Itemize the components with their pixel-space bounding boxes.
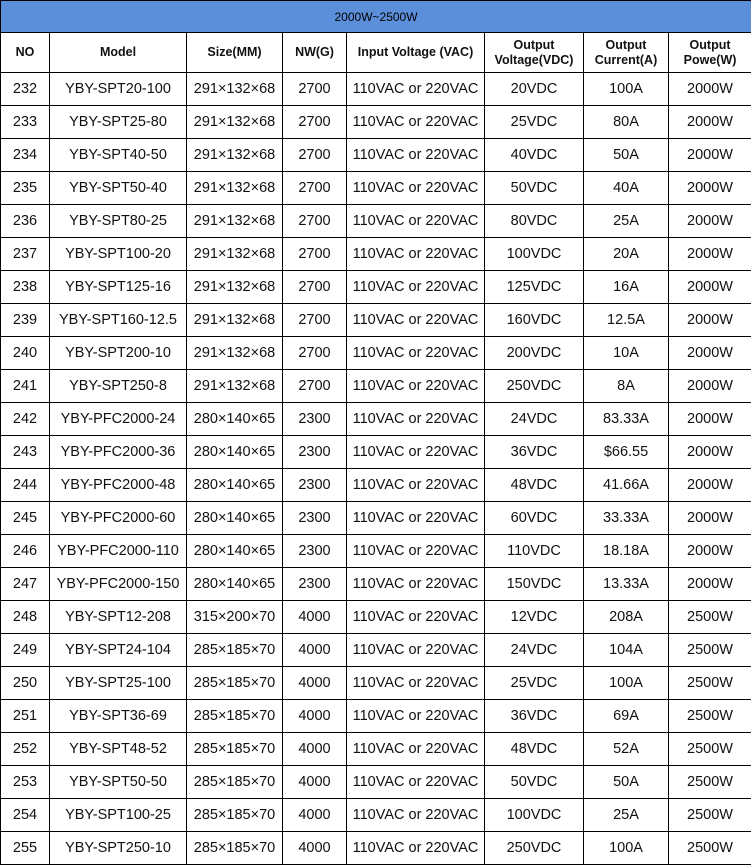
- cell-output-power: 2000W: [669, 106, 751, 139]
- cell-no: 234: [1, 139, 50, 172]
- cell-model: YBY-SPT160-12.5: [50, 304, 187, 337]
- cell-output-power: 2000W: [669, 535, 751, 568]
- cell-output-voltage: 48VDC: [485, 733, 584, 766]
- table-row: [1, 766, 751, 799]
- cell-output-current: 80A: [584, 106, 669, 139]
- cell-output-current: 18.18A: [584, 535, 669, 568]
- cell-no: 246: [1, 535, 50, 568]
- cell-weight: 2300: [283, 535, 347, 568]
- cell-output-power: 2000W: [669, 205, 751, 238]
- cell-no: 248: [1, 601, 50, 634]
- cell-size: 291×132×68: [187, 172, 283, 205]
- table-row: [1, 238, 751, 271]
- cell-output-voltage: 150VDC: [485, 568, 584, 601]
- cell-output-power: 2000W: [669, 502, 751, 535]
- cell-output-current: 50A: [584, 766, 669, 799]
- cell-input-voltage: 110VAC or 220VAC: [347, 601, 485, 634]
- cell-output-power: 2000W: [669, 304, 751, 337]
- table-row: [1, 502, 751, 535]
- cell-no: 247: [1, 568, 50, 601]
- cell-output-voltage: 20VDC: [485, 73, 584, 106]
- cell-model: YBY-SPT36-69: [50, 700, 187, 733]
- cell-size: 285×185×70: [187, 733, 283, 766]
- cell-no: 250: [1, 667, 50, 700]
- cell-size: 291×132×68: [187, 139, 283, 172]
- cell-model: YBY-SPT25-80: [50, 106, 187, 139]
- cell-output-voltage: 25VDC: [485, 667, 584, 700]
- column-header-no: NO: [1, 33, 50, 73]
- cell-output-current: 104A: [584, 634, 669, 667]
- cell-model: YBY-PFC2000-48: [50, 469, 187, 502]
- cell-no: 251: [1, 700, 50, 733]
- cell-output-power: 2000W: [669, 403, 751, 436]
- cell-no: 235: [1, 172, 50, 205]
- cell-input-voltage: 110VAC or 220VAC: [347, 667, 485, 700]
- cell-output-current: 25A: [584, 799, 669, 832]
- cell-model: YBY-PFC2000-36: [50, 436, 187, 469]
- column-header-output-power: Output Powe(W): [669, 33, 751, 73]
- cell-output-voltage: 160VDC: [485, 304, 584, 337]
- cell-size: 291×132×68: [187, 238, 283, 271]
- cell-output-voltage: 250VDC: [485, 370, 584, 403]
- cell-output-current: $66.55: [584, 436, 669, 469]
- table-row: [1, 271, 751, 304]
- table-row: [1, 106, 751, 139]
- cell-output-current: 41.66A: [584, 469, 669, 502]
- cell-size: 291×132×68: [187, 73, 283, 106]
- cell-size: 315×200×70: [187, 601, 283, 634]
- cell-input-voltage: 110VAC or 220VAC: [347, 535, 485, 568]
- cell-model: YBY-SPT100-20: [50, 238, 187, 271]
- cell-output-current: 208A: [584, 601, 669, 634]
- cell-input-voltage: 110VAC or 220VAC: [347, 700, 485, 733]
- cell-weight: 4000: [283, 799, 347, 832]
- cell-size: 285×185×70: [187, 700, 283, 733]
- cell-model: YBY-SPT50-50: [50, 766, 187, 799]
- cell-input-voltage: 110VAC or 220VAC: [347, 568, 485, 601]
- table-row: [1, 403, 751, 436]
- cell-output-voltage: 100VDC: [485, 238, 584, 271]
- table-body: [1, 73, 751, 865]
- cell-input-voltage: 110VAC or 220VAC: [347, 370, 485, 403]
- cell-input-voltage: 110VAC or 220VAC: [347, 271, 485, 304]
- cell-model: YBY-SPT12-208: [50, 601, 187, 634]
- cell-output-power: 2000W: [669, 436, 751, 469]
- cell-no: 242: [1, 403, 50, 436]
- cell-model: YBY-SPT100-25: [50, 799, 187, 832]
- cell-output-power: 2500W: [669, 667, 751, 700]
- cell-output-power: 2000W: [669, 238, 751, 271]
- cell-no: 243: [1, 436, 50, 469]
- table-row: [1, 634, 751, 667]
- cell-weight: 2700: [283, 172, 347, 205]
- cell-size: 291×132×68: [187, 271, 283, 304]
- table-row: [1, 535, 751, 568]
- cell-input-voltage: 110VAC or 220VAC: [347, 337, 485, 370]
- cell-output-current: 100A: [584, 73, 669, 106]
- cell-output-voltage: 48VDC: [485, 469, 584, 502]
- cell-no: 255: [1, 832, 50, 865]
- cell-output-current: 13.33A: [584, 568, 669, 601]
- column-header-model: Model: [50, 33, 187, 73]
- cell-output-power: 2500W: [669, 832, 751, 865]
- cell-no: 233: [1, 106, 50, 139]
- cell-no: 241: [1, 370, 50, 403]
- cell-model: YBY-SPT250-8: [50, 370, 187, 403]
- cell-no: 236: [1, 205, 50, 238]
- column-header-output-voltage: Output Voltage(VDC): [485, 33, 584, 73]
- table-row: [1, 139, 751, 172]
- cell-model: YBY-PFC2000-24: [50, 403, 187, 436]
- cell-input-voltage: 110VAC or 220VAC: [347, 172, 485, 205]
- column-header-weight: NW(G): [283, 33, 347, 73]
- cell-output-power: 2500W: [669, 634, 751, 667]
- table-row: [1, 799, 751, 832]
- cell-weight: 4000: [283, 766, 347, 799]
- cell-weight: 4000: [283, 634, 347, 667]
- cell-size: 291×132×68: [187, 370, 283, 403]
- cell-weight: 4000: [283, 601, 347, 634]
- cell-output-voltage: 40VDC: [485, 139, 584, 172]
- cell-model: YBY-SPT80-25: [50, 205, 187, 238]
- cell-input-voltage: 110VAC or 220VAC: [347, 469, 485, 502]
- cell-input-voltage: 110VAC or 220VAC: [347, 733, 485, 766]
- header-row: [1, 33, 751, 73]
- cell-size: 285×185×70: [187, 799, 283, 832]
- cell-output-current: 16A: [584, 271, 669, 304]
- cell-output-voltage: 125VDC: [485, 271, 584, 304]
- cell-no: 245: [1, 502, 50, 535]
- cell-weight: 4000: [283, 832, 347, 865]
- cell-weight: 2700: [283, 73, 347, 106]
- cell-weight: 4000: [283, 667, 347, 700]
- cell-output-power: 2000W: [669, 568, 751, 601]
- cell-weight: 2700: [283, 271, 347, 304]
- cell-output-power: 2500W: [669, 799, 751, 832]
- cell-weight: 2700: [283, 106, 347, 139]
- table-row: [1, 73, 751, 106]
- table-row: [1, 172, 751, 205]
- cell-input-voltage: 110VAC or 220VAC: [347, 634, 485, 667]
- cell-output-voltage: 250VDC: [485, 832, 584, 865]
- cell-size: 280×140×65: [187, 403, 283, 436]
- cell-input-voltage: 110VAC or 220VAC: [347, 73, 485, 106]
- cell-input-voltage: 110VAC or 220VAC: [347, 403, 485, 436]
- cell-model: YBY-SPT25-100: [50, 667, 187, 700]
- cell-output-current: 69A: [584, 700, 669, 733]
- cell-weight: 2300: [283, 403, 347, 436]
- cell-output-voltage: 200VDC: [485, 337, 584, 370]
- cell-input-voltage: 110VAC or 220VAC: [347, 304, 485, 337]
- column-header-output-current: Output Current(A): [584, 33, 669, 73]
- cell-model: YBY-PFC2000-150: [50, 568, 187, 601]
- cell-output-current: 52A: [584, 733, 669, 766]
- cell-input-voltage: 110VAC or 220VAC: [347, 139, 485, 172]
- cell-size: 291×132×68: [187, 106, 283, 139]
- cell-model: YBY-SPT250-10: [50, 832, 187, 865]
- cell-output-current: 8A: [584, 370, 669, 403]
- cell-input-voltage: 110VAC or 220VAC: [347, 799, 485, 832]
- cell-no: 237: [1, 238, 50, 271]
- table-row: [1, 601, 751, 634]
- cell-size: 285×185×70: [187, 766, 283, 799]
- cell-no: 238: [1, 271, 50, 304]
- cell-output-voltage: 100VDC: [485, 799, 584, 832]
- cell-output-power: 2000W: [669, 172, 751, 205]
- table-row: [1, 700, 751, 733]
- cell-output-voltage: 24VDC: [485, 403, 584, 436]
- cell-model: YBY-SPT200-10: [50, 337, 187, 370]
- cell-weight: 2700: [283, 370, 347, 403]
- cell-output-voltage: 12VDC: [485, 601, 584, 634]
- cell-model: YBY-SPT125-16: [50, 271, 187, 304]
- table-row: [1, 733, 751, 766]
- table-row: [1, 304, 751, 337]
- cell-no: 232: [1, 73, 50, 106]
- cell-weight: 2300: [283, 436, 347, 469]
- cell-weight: 4000: [283, 733, 347, 766]
- cell-size: 280×140×65: [187, 568, 283, 601]
- table-row: [1, 832, 751, 865]
- cell-model: YBY-PFC2000-60: [50, 502, 187, 535]
- cell-no: 252: [1, 733, 50, 766]
- cell-output-power: 2000W: [669, 73, 751, 106]
- cell-size: 291×132×68: [187, 205, 283, 238]
- cell-model: YBY-SPT50-40: [50, 172, 187, 205]
- cell-no: 240: [1, 337, 50, 370]
- cell-model: YBY-SPT40-50: [50, 139, 187, 172]
- cell-output-current: 25A: [584, 205, 669, 238]
- cell-output-voltage: 50VDC: [485, 766, 584, 799]
- cell-input-voltage: 110VAC or 220VAC: [347, 106, 485, 139]
- cell-weight: 2300: [283, 568, 347, 601]
- cell-input-voltage: 110VAC or 220VAC: [347, 502, 485, 535]
- cell-output-voltage: 110VDC: [485, 535, 584, 568]
- cell-output-current: 100A: [584, 832, 669, 865]
- cell-weight: 2700: [283, 205, 347, 238]
- column-header-input-voltage: Input Voltage (VAC): [347, 33, 485, 73]
- cell-output-voltage: 36VDC: [485, 436, 584, 469]
- cell-output-power: 2000W: [669, 469, 751, 502]
- cell-model: YBY-SPT20-100: [50, 73, 187, 106]
- cell-output-power: 2000W: [669, 139, 751, 172]
- cell-output-current: 83.33A: [584, 403, 669, 436]
- cell-output-current: 20A: [584, 238, 669, 271]
- table-row: [1, 568, 751, 601]
- cell-no: 244: [1, 469, 50, 502]
- cell-output-voltage: 50VDC: [485, 172, 584, 205]
- cell-size: 291×132×68: [187, 337, 283, 370]
- cell-size: 280×140×65: [187, 535, 283, 568]
- cell-input-voltage: 110VAC or 220VAC: [347, 766, 485, 799]
- cell-output-current: 33.33A: [584, 502, 669, 535]
- cell-output-voltage: 60VDC: [485, 502, 584, 535]
- table-row: [1, 436, 751, 469]
- cell-output-power: 2500W: [669, 700, 751, 733]
- cell-input-voltage: 110VAC or 220VAC: [347, 205, 485, 238]
- cell-output-current: 100A: [584, 667, 669, 700]
- table-row: [1, 370, 751, 403]
- title-row: [1, 1, 751, 33]
- cell-input-voltage: 110VAC or 220VAC: [347, 832, 485, 865]
- cell-output-power: 2000W: [669, 370, 751, 403]
- cell-model: YBY-SPT24-104: [50, 634, 187, 667]
- cell-weight: 2300: [283, 502, 347, 535]
- cell-output-current: 40A: [584, 172, 669, 205]
- cell-model: YBY-SPT48-52: [50, 733, 187, 766]
- cell-output-power: 2500W: [669, 766, 751, 799]
- cell-model: YBY-PFC2000-110: [50, 535, 187, 568]
- cell-no: 254: [1, 799, 50, 832]
- cell-output-voltage: 36VDC: [485, 700, 584, 733]
- cell-output-voltage: 80VDC: [485, 205, 584, 238]
- cell-input-voltage: 110VAC or 220VAC: [347, 238, 485, 271]
- cell-no: 253: [1, 766, 50, 799]
- cell-no: 239: [1, 304, 50, 337]
- table-row: [1, 469, 751, 502]
- column-header-size: Size(MM): [187, 33, 283, 73]
- cell-output-power: 2000W: [669, 337, 751, 370]
- table-row: [1, 205, 751, 238]
- cell-weight: 2700: [283, 139, 347, 172]
- cell-input-voltage: 110VAC or 220VAC: [347, 436, 485, 469]
- cell-output-power: 2000W: [669, 271, 751, 304]
- cell-output-current: 50A: [584, 139, 669, 172]
- cell-size: 280×140×65: [187, 436, 283, 469]
- cell-output-power: 2500W: [669, 601, 751, 634]
- cell-size: 280×140×65: [187, 469, 283, 502]
- cell-weight: 2300: [283, 469, 347, 502]
- cell-output-voltage: 25VDC: [485, 106, 584, 139]
- cell-output-voltage: 24VDC: [485, 634, 584, 667]
- cell-size: 291×132×68: [187, 304, 283, 337]
- cell-weight: 2700: [283, 238, 347, 271]
- cell-weight: 2700: [283, 304, 347, 337]
- cell-size: 285×185×70: [187, 634, 283, 667]
- cell-output-current: 10A: [584, 337, 669, 370]
- table-row: [1, 337, 751, 370]
- cell-size: 280×140×65: [187, 502, 283, 535]
- cell-output-power: 2500W: [669, 733, 751, 766]
- cell-size: 285×185×70: [187, 667, 283, 700]
- cell-weight: 2700: [283, 337, 347, 370]
- cell-no: 249: [1, 634, 50, 667]
- cell-size: 285×185×70: [187, 832, 283, 865]
- table-row: [1, 667, 751, 700]
- cell-weight: 4000: [283, 700, 347, 733]
- cell-output-current: 12.5A: [584, 304, 669, 337]
- table-title: 2000W~2500W: [1, 1, 751, 33]
